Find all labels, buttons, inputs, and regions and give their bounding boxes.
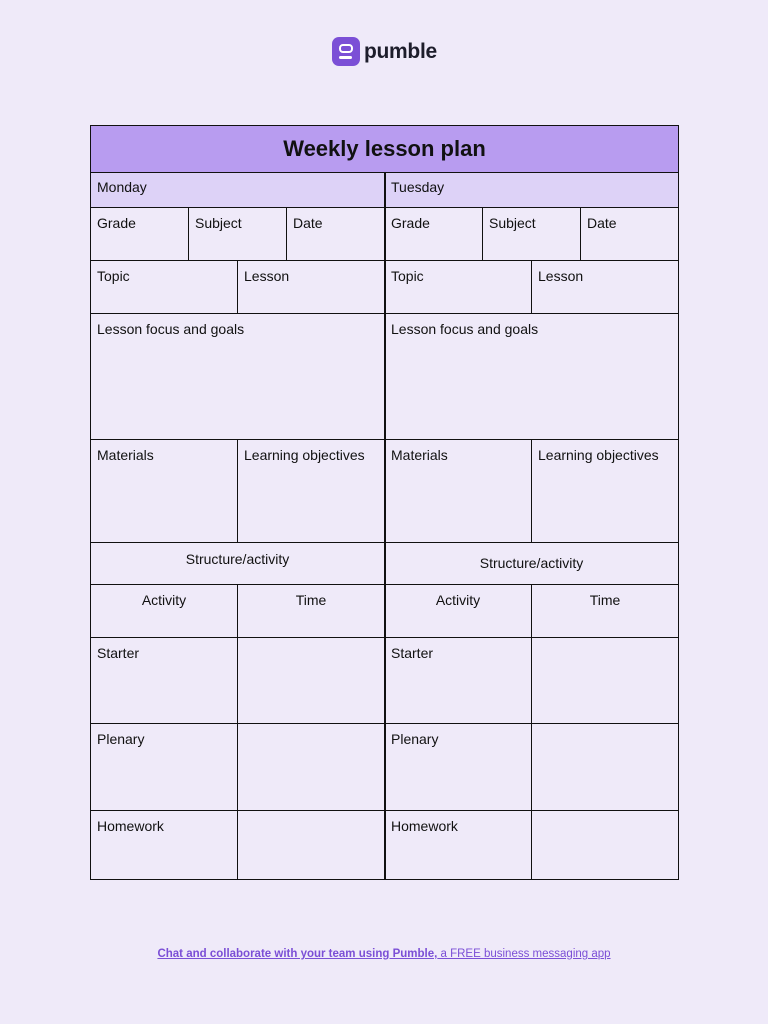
- brand-name: pumble: [364, 39, 437, 63]
- objectives-cell[interactable]: Learning objectives: [238, 440, 385, 543]
- activity-header: Activity: [385, 585, 532, 638]
- date-cell[interactable]: Date: [581, 208, 678, 261]
- topic-cell[interactable]: Topic: [91, 261, 238, 314]
- focus-goals-cell[interactable]: Lesson focus and goals: [91, 314, 385, 440]
- structure-header: Structure/activity: [91, 543, 385, 585]
- homework-cell[interactable]: Homework: [385, 811, 532, 880]
- activity-header: Activity: [91, 585, 238, 638]
- subject-cell[interactable]: Subject: [483, 208, 581, 261]
- day-header-monday: Monday: [91, 173, 385, 208]
- materials-cell[interactable]: Materials: [385, 440, 532, 543]
- materials-cell[interactable]: Materials: [91, 440, 238, 543]
- footer-link-bold: Chat and collaborate with your team using Pumble,: [157, 948, 438, 960]
- time-header: Time: [532, 585, 678, 638]
- pumble-logo[interactable]: [332, 37, 437, 66]
- footer: [0, 948, 768, 960]
- plenary-time-cell[interactable]: [238, 724, 385, 811]
- plenary-cell[interactable]: Plenary: [91, 724, 238, 811]
- homework-time-cell[interactable]: [532, 811, 678, 880]
- homework-cell[interactable]: Homework: [91, 811, 238, 880]
- structure-header: Structure/activity: [385, 543, 678, 585]
- date-cell[interactable]: Date: [287, 208, 385, 261]
- day-divider: [384, 173, 386, 880]
- plenary-time-cell[interactable]: [532, 724, 678, 811]
- subject-cell[interactable]: Subject: [189, 208, 287, 261]
- footer-link-rest: a FREE business messaging app: [437, 948, 611, 960]
- starter-cell[interactable]: Starter: [91, 638, 238, 724]
- footer-link[interactable]: [157, 948, 610, 960]
- day-header-tuesday: Tuesday: [385, 173, 678, 208]
- lesson-plan-table: [90, 125, 679, 880]
- pumble-logo-icon: [332, 37, 360, 66]
- time-header: Time: [238, 585, 385, 638]
- starter-cell[interactable]: Starter: [385, 638, 532, 724]
- lesson-cell[interactable]: Lesson: [238, 261, 385, 314]
- focus-goals-cell[interactable]: Lesson focus and goals: [385, 314, 678, 440]
- starter-time-cell[interactable]: [238, 638, 385, 724]
- grade-cell[interactable]: Grade: [91, 208, 189, 261]
- homework-time-cell[interactable]: [238, 811, 385, 880]
- plenary-cell[interactable]: Plenary: [385, 724, 532, 811]
- starter-time-cell[interactable]: [532, 638, 678, 724]
- plan-title: Weekly lesson plan: [91, 126, 678, 173]
- topic-cell[interactable]: Topic: [385, 261, 532, 314]
- grade-cell[interactable]: Grade: [385, 208, 483, 261]
- lesson-cell[interactable]: Lesson: [532, 261, 678, 314]
- objectives-cell[interactable]: Learning objectives: [532, 440, 678, 543]
